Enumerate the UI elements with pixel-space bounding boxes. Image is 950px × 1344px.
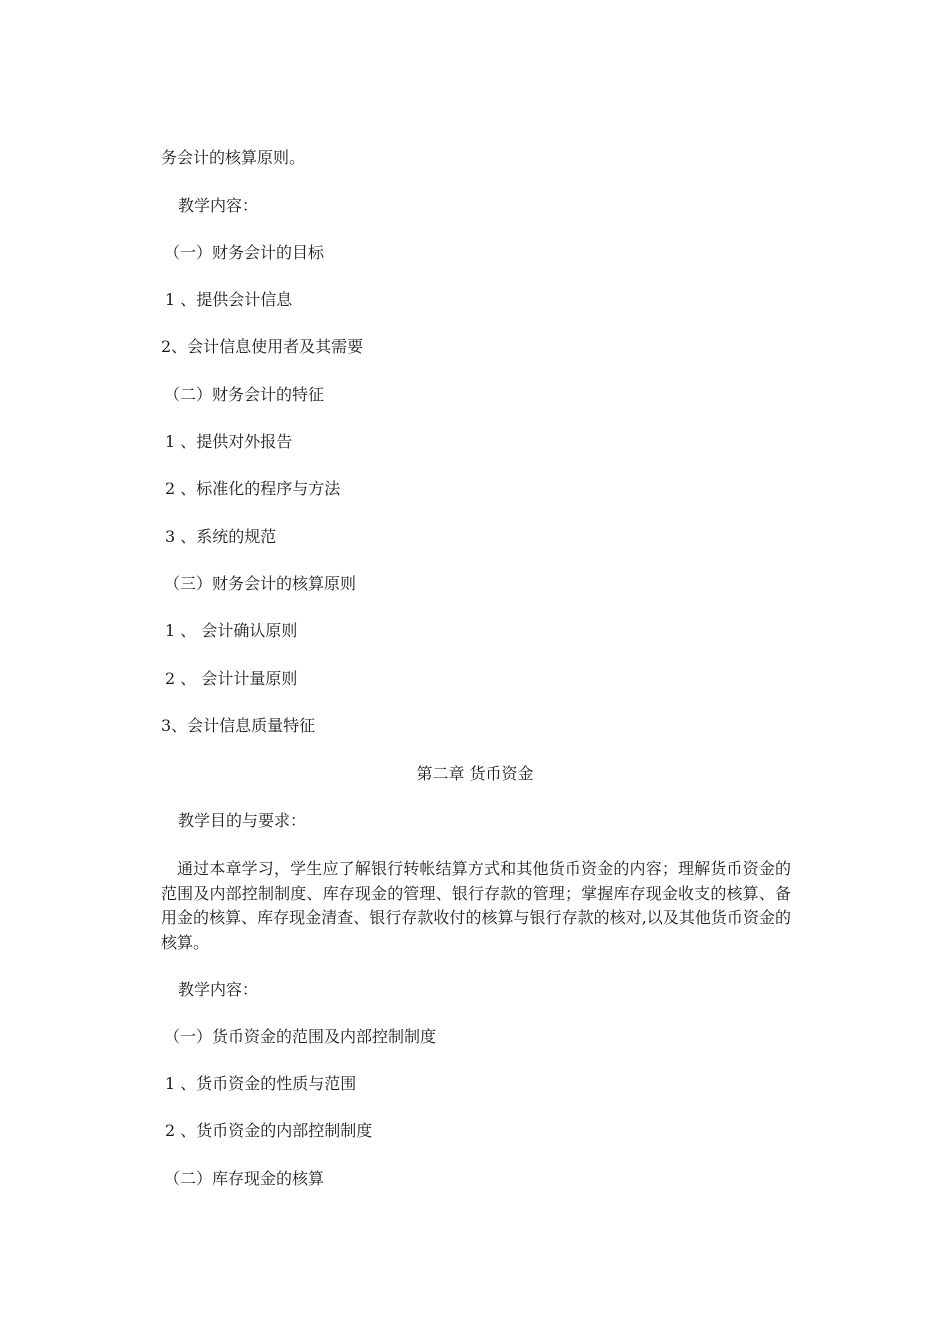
section-heading: （一）货币资金的范围及内部控制制度 [164, 1027, 437, 1046]
section-heading: （二）财务会计的特征 [164, 385, 325, 404]
chapter-objective-paragraph: 通过本章学习，学生应了解银行转帐结算方式和其他货币资金的内容；理解货币资金的范围及内部控制制度、库存现金的管理、银行存款的管理；掌握库存现金收支的核算、备用金的核算、库存现金清查、银行存款收付的核算与银行存款的核对,以及其他货币资金的核算。 [161, 859, 791, 952]
list-item: 1 、 会计确认原则 [165, 621, 298, 640]
section-label: 教学目的与要求： [178, 811, 307, 830]
section-label: 教学内容： [178, 196, 259, 215]
section-heading: （三）财务会计的核算原则 [164, 574, 357, 593]
list-item: 2、会计信息使用者及其需要 [161, 337, 364, 356]
list-item: 3、会计信息质量特征 [161, 716, 316, 735]
list-item: 3 、系统的规范 [165, 527, 277, 546]
section-label: 教学内容： [178, 980, 259, 999]
list-item: 1 、提供会计信息 [165, 290, 293, 309]
list-item: 2 、 会计计量原则 [165, 669, 298, 688]
list-item: 1 、货币资金的性质与范围 [165, 1074, 357, 1093]
section-heading: （二）库存现金的核算 [164, 1169, 325, 1188]
chapter-title: 第二章 货币资金 [416, 764, 534, 783]
list-item: 1 、提供对外报告 [165, 432, 293, 451]
list-item: 2 、货币资金的内部控制制度 [165, 1121, 373, 1140]
list-item: 2 、标准化的程序与方法 [165, 479, 341, 498]
section-heading: （一）财务会计的目标 [164, 243, 325, 262]
text-line: 务会计的核算原则。 [161, 148, 306, 167]
